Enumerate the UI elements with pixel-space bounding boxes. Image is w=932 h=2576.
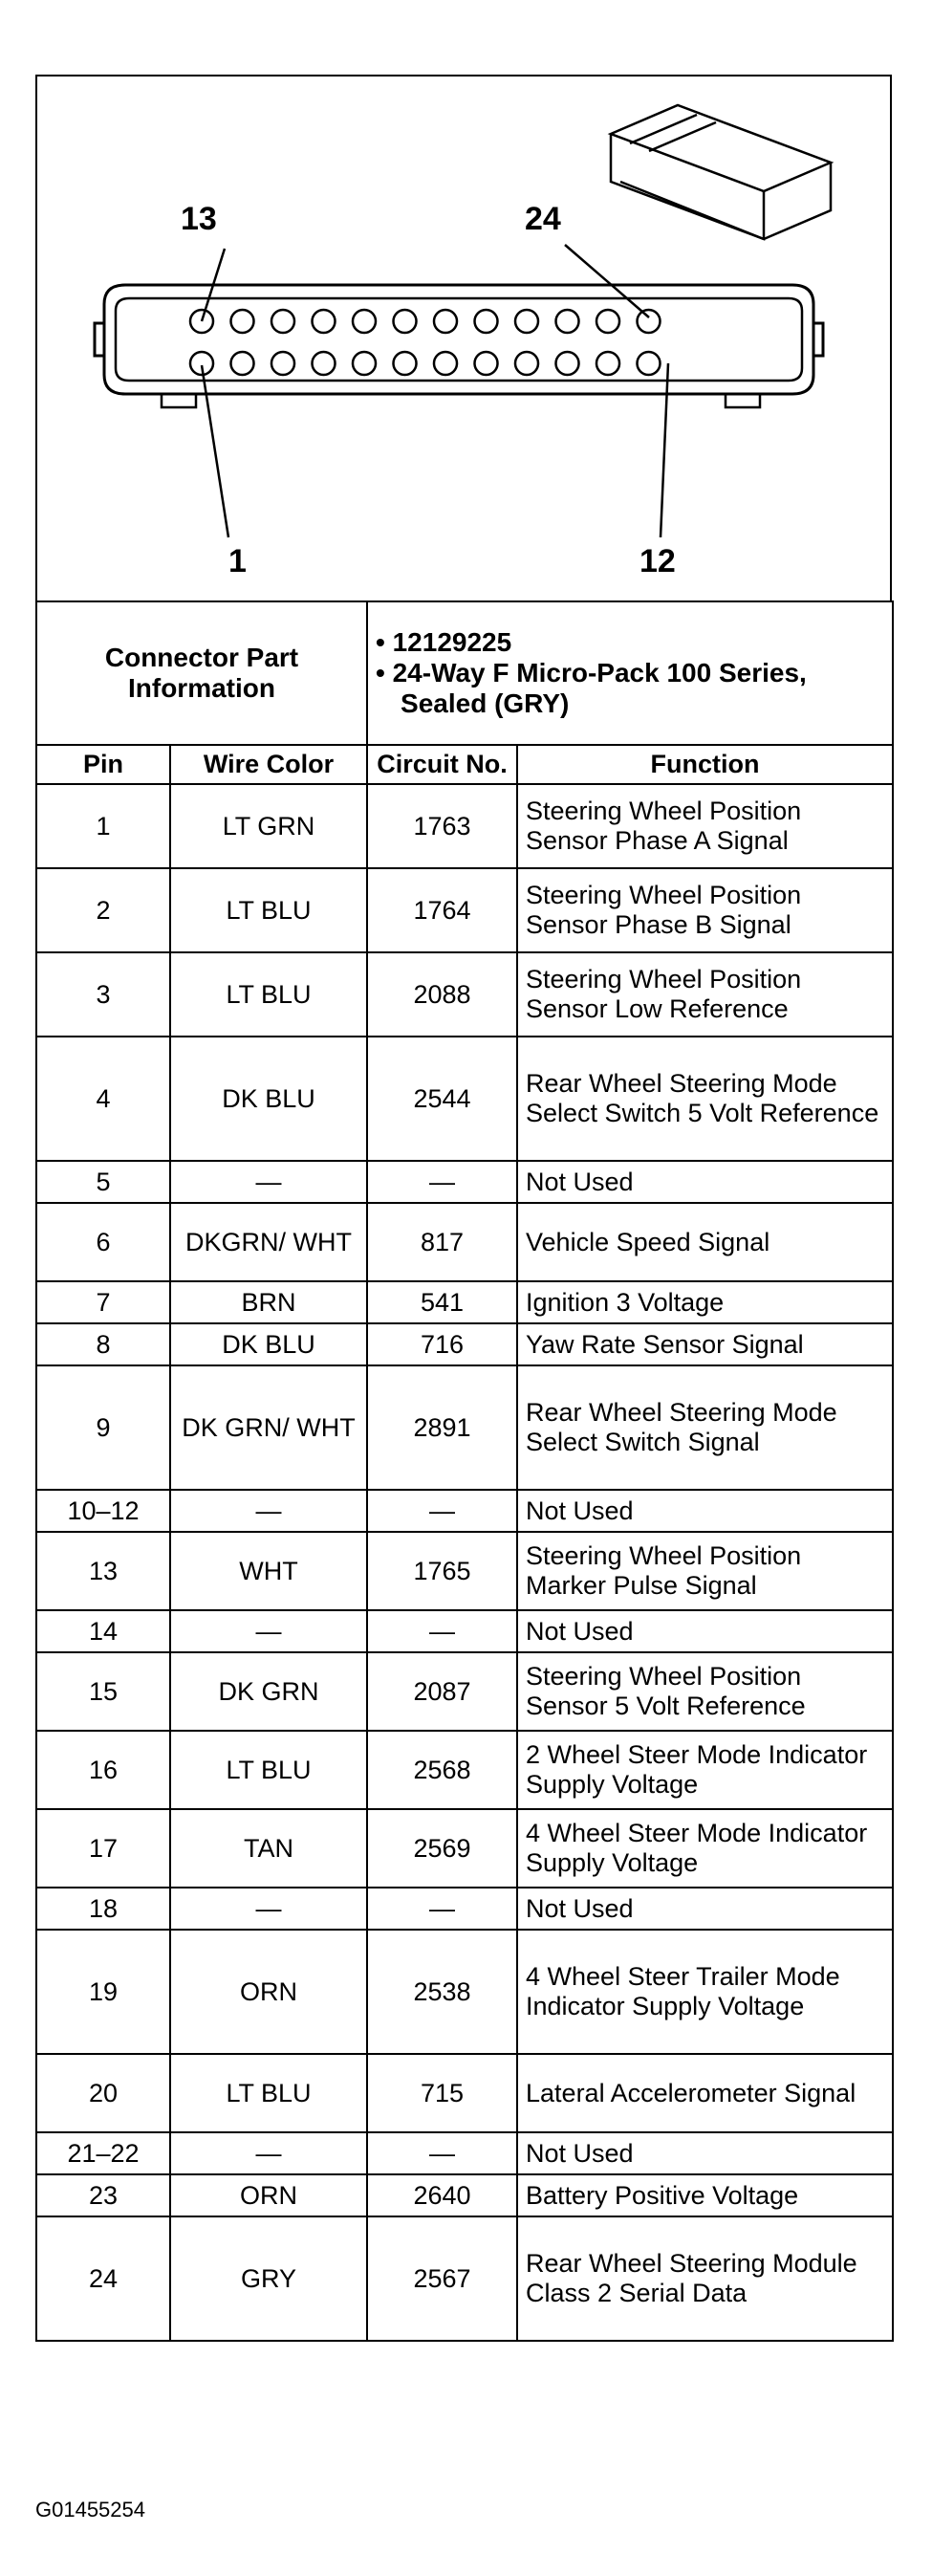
circuit-no-cell: — [367, 2132, 517, 2174]
wire-color-cell: — [170, 1610, 367, 1652]
wire-color-cell: LT BLU [170, 952, 367, 1037]
function-cell: Ignition 3 Voltage [517, 1281, 893, 1323]
table-row [36, 1532, 893, 1610]
function-cell: Battery Positive Voltage [517, 2174, 893, 2216]
circuit-no-cell: — [367, 1161, 517, 1203]
pin-cell: 9 [36, 1365, 170, 1490]
pin-hole [313, 352, 336, 375]
wire-color-cell: LT GRN [170, 784, 367, 868]
wire-color-cell: WHT [170, 1532, 367, 1610]
circuit-no-header: Circuit No. [367, 745, 517, 784]
wire-color-cell: BRN [170, 1281, 367, 1323]
table-row [36, 2174, 893, 2216]
function-cell: Rear Wheel Steering Module Class 2 Serial Data [517, 2216, 893, 2341]
wire-color-cell: — [170, 1490, 367, 1532]
wire-color-cell: LT BLU [170, 868, 367, 952]
table-row [36, 1161, 893, 1203]
pin-hole [596, 352, 619, 375]
pin-hole [434, 310, 457, 333]
function-cell: Steering Wheel Position Marker Pulse Signal [517, 1532, 893, 1610]
circuit-no-cell: 716 [367, 1323, 517, 1365]
circuit-no-cell: — [367, 1610, 517, 1652]
wire-color-cell: — [170, 1888, 367, 1930]
pin-cell: 16 [36, 1731, 170, 1809]
pin-hole [475, 352, 498, 375]
circuit-no-cell: 817 [367, 1203, 517, 1281]
pin-cell: 10–12 [36, 1490, 170, 1532]
pin-hole [515, 310, 538, 333]
table-row [36, 1731, 893, 1809]
circuit-no-cell: 2087 [367, 1652, 517, 1731]
table-row [36, 1203, 893, 1281]
pin-cell: 1 [36, 784, 170, 868]
wire-color-cell: DKGRN/ WHT [170, 1203, 367, 1281]
wire-color-cell: GRY [170, 2216, 367, 2341]
function-cell: Not Used [517, 1161, 893, 1203]
pin-hole [475, 310, 498, 333]
table-row [36, 1037, 893, 1161]
connector-diagram [35, 75, 892, 600]
connector-info-row [36, 601, 893, 745]
wire-color-cell: — [170, 1161, 367, 1203]
pin-hole [231, 352, 254, 375]
pin-cell: 23 [36, 2174, 170, 2216]
pin-cell: 4 [36, 1037, 170, 1161]
pin-hole [556, 310, 579, 333]
circuit-no-cell: 2568 [367, 1731, 517, 1809]
pin-cell: 7 [36, 1281, 170, 1323]
table-row [36, 1323, 893, 1365]
pin-hole [638, 352, 661, 375]
pin-cell: 2 [36, 868, 170, 952]
function-cell: 4 Wheel Steer Mode Indicator Supply Voltage [517, 1809, 893, 1888]
function-cell: Vehicle Speed Signal [517, 1203, 893, 1281]
pin-cell: 17 [36, 1809, 170, 1888]
circuit-no-cell: 2538 [367, 1930, 517, 2054]
pin-hole [394, 352, 417, 375]
pin-hole [596, 310, 619, 333]
table-row [36, 1365, 893, 1490]
circuit-no-cell: 2891 [367, 1365, 517, 1490]
table-row [36, 1610, 893, 1652]
function-cell: Rear Wheel Steering Mode Select Switch Signal [517, 1365, 893, 1490]
pin-label-1: 1 [228, 543, 247, 579]
connector-info-list [367, 601, 893, 745]
pin-hole [434, 352, 457, 375]
pin-hole [353, 310, 376, 333]
table-row [36, 2132, 893, 2174]
table-row [36, 2054, 893, 2132]
pin-hole [313, 310, 336, 333]
function-cell: Not Used [517, 1490, 893, 1532]
circuit-no-cell: 1765 [367, 1532, 517, 1610]
table-row [36, 784, 893, 868]
pin-cell: 8 [36, 1323, 170, 1365]
table-row [36, 1652, 893, 1731]
wire-color-cell: DK BLU [170, 1323, 367, 1365]
pin-cell: 21–22 [36, 2132, 170, 2174]
pin-hole [556, 352, 579, 375]
circuit-no-cell: 2088 [367, 952, 517, 1037]
connector-sheet [35, 75, 896, 2484]
pin-cell: 13 [36, 1532, 170, 1610]
wire-color-cell: DK BLU [170, 1037, 367, 1161]
pin-cell: 15 [36, 1652, 170, 1731]
wire-color-cell: ORN [170, 1930, 367, 2054]
circuit-no-cell: — [367, 1888, 517, 1930]
function-cell: Not Used [517, 1610, 893, 1652]
function-cell: Steering Wheel Position Sensor 5 Volt Reference [517, 1652, 893, 1731]
pin-cell: 24 [36, 2216, 170, 2341]
function-cell: Not Used [517, 2132, 893, 2174]
pin-header: Pin [36, 745, 170, 784]
pin-hole [271, 352, 294, 375]
table-row [36, 2216, 893, 2341]
pin-hole [271, 310, 294, 333]
connector-info-label: Connector Part Information [36, 601, 367, 745]
pin-cell: 19 [36, 1930, 170, 2054]
wire-color-cell: ORN [170, 2174, 367, 2216]
circuit-no-cell: 2569 [367, 1809, 517, 1888]
circuit-no-cell: 1764 [367, 868, 517, 952]
pin-hole [515, 352, 538, 375]
circuit-no-cell: 1763 [367, 784, 517, 868]
connector-face-drawing [37, 76, 894, 602]
connector-3d-icon [611, 105, 831, 239]
circuit-no-cell: 715 [367, 2054, 517, 2132]
table-row [36, 1809, 893, 1888]
function-cell: 2 Wheel Steer Mode Indicator Supply Voltage [517, 1731, 893, 1809]
pinout-table [35, 600, 894, 2342]
function-cell: Steering Wheel Position Sensor Low Reference [517, 952, 893, 1037]
table-row [36, 1888, 893, 1930]
connector-part-number: • 12129225 [376, 626, 512, 657]
function-cell: 4 Wheel Steer Trailer Mode Indicator Supply Voltage [517, 1930, 893, 2054]
pin-hole [231, 310, 254, 333]
figure-id: G01455254 [35, 2498, 145, 2521]
circuit-no-cell: 2567 [367, 2216, 517, 2341]
wire-color-cell: — [170, 2132, 367, 2174]
function-cell: Steering Wheel Position Sensor Phase A Signal [517, 784, 893, 868]
pin-label-12: 12 [639, 543, 676, 579]
table-row [36, 1490, 893, 1532]
pin-cell: 20 [36, 2054, 170, 2132]
wire-color-cell: LT BLU [170, 1731, 367, 1809]
table-row [36, 1281, 893, 1323]
wire-color-cell: DK GRN [170, 1652, 367, 1731]
function-cell: Not Used [517, 1888, 893, 1930]
pin-cell: 3 [36, 952, 170, 1037]
wire-color-cell: LT BLU [170, 2054, 367, 2132]
pin-cell: 5 [36, 1161, 170, 1203]
function-cell: Steering Wheel Position Sensor Phase B Signal [517, 868, 893, 952]
pin-cell: 18 [36, 1888, 170, 1930]
function-cell: Rear Wheel Steering Mode Select Switch 5 Volt Reference [517, 1037, 893, 1161]
wire-color-cell: DK GRN/ WHT [170, 1365, 367, 1490]
wire-color-header: Wire Color [170, 745, 367, 784]
table-row [36, 952, 893, 1037]
function-cell: Lateral Accelerometer Signal [517, 2054, 893, 2132]
table-row [36, 1930, 893, 2054]
wire-color-cell: TAN [170, 1809, 367, 1888]
function-cell: Yaw Rate Sensor Signal [517, 1323, 893, 1365]
pin-cell: 6 [36, 1203, 170, 1281]
circuit-no-cell: 2640 [367, 2174, 517, 2216]
pin-label-24: 24 [525, 201, 561, 237]
pin-cell: 14 [36, 1610, 170, 1652]
pin-hole [394, 310, 417, 333]
table-header-row [36, 745, 893, 784]
circuit-no-cell: 541 [367, 1281, 517, 1323]
pin-hole [638, 310, 661, 333]
circuit-no-cell: 2544 [367, 1037, 517, 1161]
circuit-no-cell: — [367, 1490, 517, 1532]
connector-description: • 24-Way F Micro-Pack 100 Series, Sealed (GRY) [376, 657, 807, 719]
pin-hole [353, 352, 376, 375]
table-row [36, 868, 893, 952]
function-header: Function [517, 745, 893, 784]
pin-label-13: 13 [181, 201, 217, 237]
